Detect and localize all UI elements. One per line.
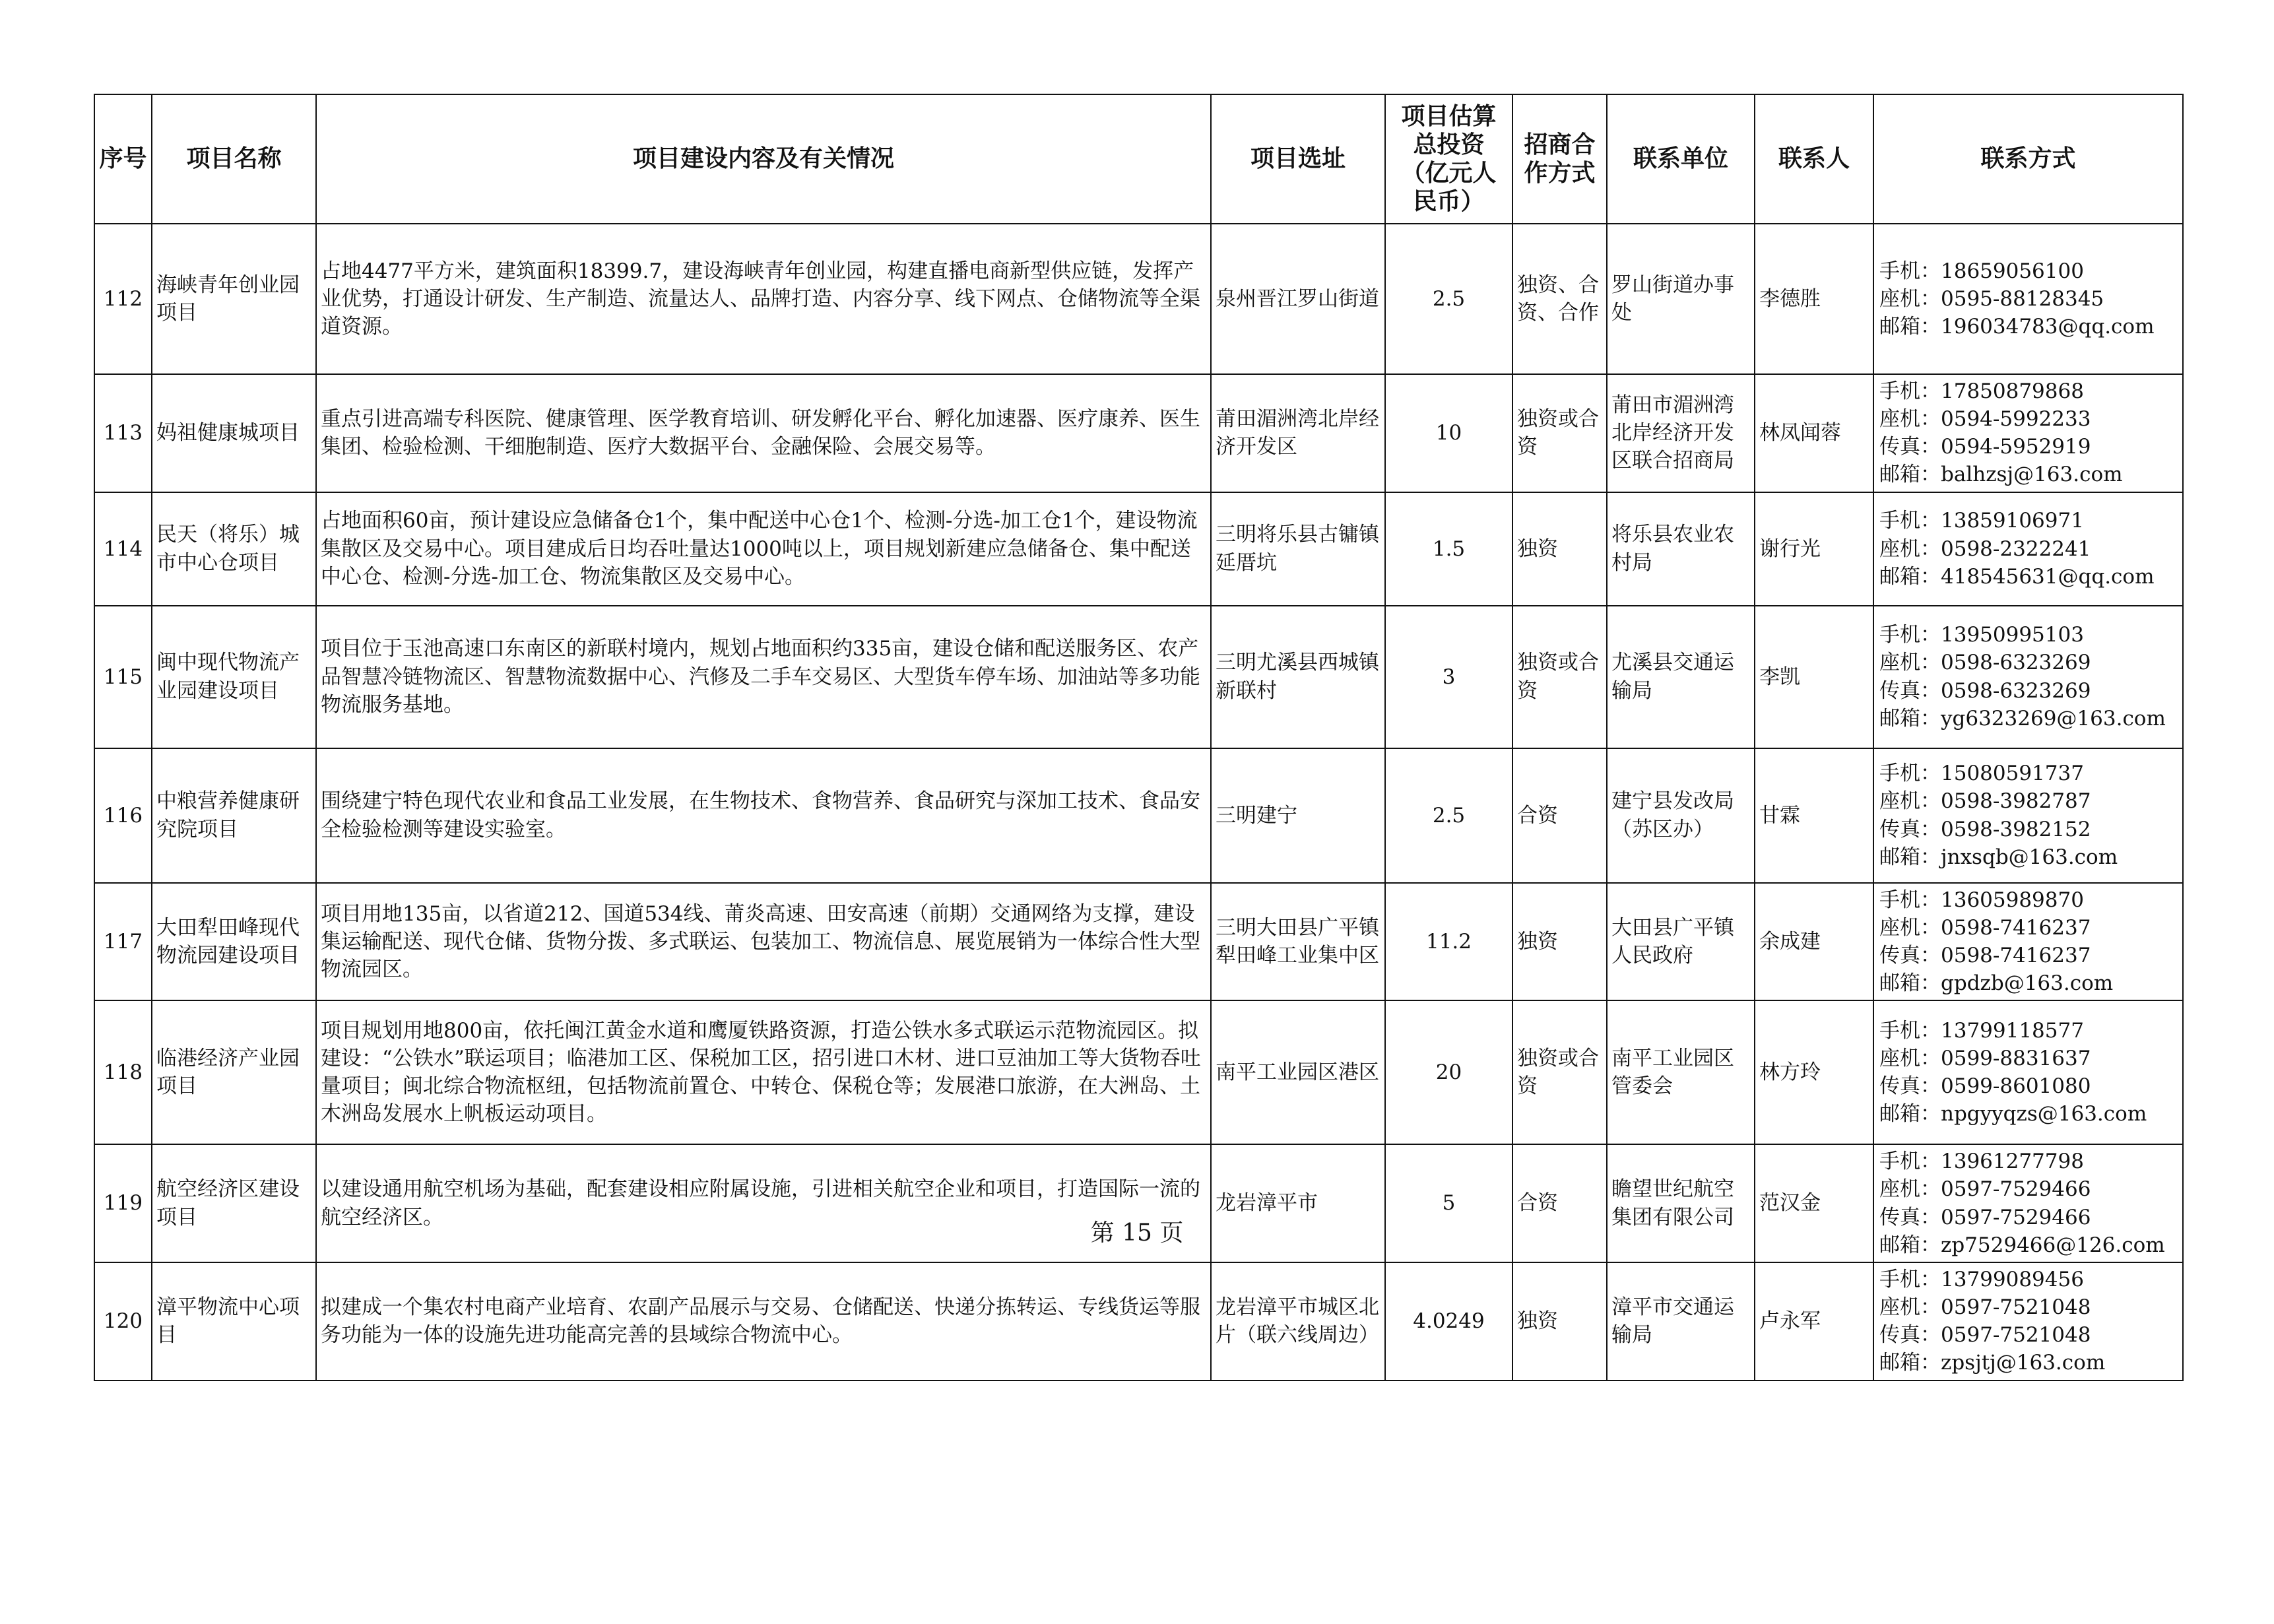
contact-line: 邮箱：jnxsqb@163.com: [1879, 845, 2118, 869]
project-name: 妈祖健康城项目: [152, 374, 316, 492]
contact-person: 甘霖: [1755, 748, 1873, 883]
project-content: 拟建成一个集农村电商产业培育、农副产品展示与交易、仓储配送、快递分拣转运、专线货运等服务功能为一体的设施先进功能高完善的县域综合物流中心。: [316, 1262, 1211, 1380]
cooperation-mode: 独资: [1512, 1262, 1607, 1380]
contact-unit: 漳平市交通运输局: [1607, 1262, 1755, 1380]
cooperation-mode: 独资: [1512, 492, 1607, 606]
cooperation-mode: 独资或合资: [1512, 606, 1607, 748]
project-content: 占地4477平方米，建筑面积18399.7，建设海峡青年创业园，构建直播电商新型供应链，发挥产业优势，打通设计研发、生产制造、流量达人、品牌打造、内容分享、线下网点、仓储物流等全渠道资源。: [316, 224, 1211, 374]
contact-line: 手机：15080591737: [1879, 762, 2084, 786]
project-content: 项目规划用地800亩，依托闽江黄金水道和鹰厦铁路资源，打造公铁水多式联运示范物流园区。拟建设：“公铁水”联运项目；临港加工区、保税加工区，招引进口木材、进口豆油加工等大货物吞吐量项目；闽北综合物流枢纽，包括物流前置仓、中转仓、保税仓等；发展港口旅游，在大洲岛、土木洲岛发展水上帆板运动项目。: [316, 1000, 1211, 1144]
row-number: 116: [94, 748, 152, 883]
contact-line: 手机：13799089456: [1879, 1267, 2084, 1291]
project-content: 以建设通用航空机场为基础，配套建设相应附属设施，引进相关航空企业和项目，打造国际一流的航空经济区。: [316, 1144, 1211, 1262]
header-mode: 招商合作方式: [1512, 94, 1607, 224]
table-row: [94, 748, 2183, 883]
header-unit: 联系单位: [1607, 94, 1755, 224]
project-location: 三明将乐县古镛镇延厝坑: [1211, 492, 1385, 606]
project-investment: 10: [1385, 374, 1512, 492]
contact-line: 传真：0598-6323269: [1879, 678, 2091, 703]
contact-person: 谢行光: [1755, 492, 1873, 606]
contact-unit: 莆田市湄洲湾北岸经济开发区联合招商局: [1607, 374, 1755, 492]
contact-info: [1873, 748, 2183, 883]
header-investment: 项目估算总投资（亿元人民币）: [1385, 94, 1512, 224]
contact-line: 座机：0598-7416237: [1879, 915, 2091, 940]
header-no: 序号: [94, 94, 152, 224]
contact-line: 手机：13950995103: [1879, 623, 2084, 647]
cooperation-mode: 独资或合资: [1512, 374, 1607, 492]
project-name: 临港经济产业园项目: [152, 1000, 316, 1144]
contact-line: 邮箱：196034783@qq.com: [1879, 315, 2155, 339]
contact-person: 李德胜: [1755, 224, 1873, 374]
contact-unit: 瞻望世纪航空集团有限公司: [1607, 1144, 1755, 1262]
contact-unit: 建宁县发改局（苏区办）: [1607, 748, 1755, 883]
contact-unit: 将乐县农业农村局: [1607, 492, 1755, 606]
row-number: 114: [94, 492, 152, 606]
contact-info: [1873, 492, 2183, 606]
project-name: 大田犁田峰现代物流园建设项目: [152, 883, 316, 1001]
project-location: 三明大田县广平镇犁田峰工业集中区: [1211, 883, 1385, 1001]
table-row: [94, 224, 2183, 374]
row-number: 117: [94, 883, 152, 1001]
contact-info: [1873, 883, 2183, 1001]
table-row: [94, 1000, 2183, 1144]
header-name: 项目名称: [152, 94, 316, 224]
contact-line: 座机：0597-7529466: [1879, 1177, 2091, 1202]
cooperation-mode: 独资: [1512, 883, 1607, 1001]
project-name: 闽中现代物流产业园建设项目: [152, 606, 316, 748]
project-table: [94, 94, 2184, 1381]
contact-person: 李凯: [1755, 606, 1873, 748]
project-content: 重点引进高端专科医院、健康管理、医学教育培训、研发孵化平台、孵化加速器、医疗康养、医生集团、检验检测、干细胞制造、医疗大数据平台、金融保险、会展交易等。: [316, 374, 1211, 492]
project-investment: 20: [1385, 1000, 1512, 1144]
contact-person: 卢永军: [1755, 1262, 1873, 1380]
project-name: 民天（将乐）城市中心仓项目: [152, 492, 316, 606]
contact-line: 传真：0597-7529466: [1879, 1205, 2091, 1229]
contact-person: 林凤闻蓉: [1755, 374, 1873, 492]
header-contact: 联系方式: [1873, 94, 2183, 224]
cooperation-mode: 合资: [1512, 1144, 1607, 1262]
project-name: 漳平物流中心项目: [152, 1262, 316, 1380]
project-location: 泉州晋江罗山街道: [1211, 224, 1385, 374]
project-name: 航空经济区建设项目: [152, 1144, 316, 1262]
table-row: [94, 374, 2183, 492]
project-location: 南平工业园区港区: [1211, 1000, 1385, 1144]
contact-line: 邮箱：418545631@qq.com: [1879, 564, 2155, 589]
table-row: [94, 492, 2183, 606]
row-number: 112: [94, 224, 152, 374]
cooperation-mode: 独资、合资、合作: [1512, 224, 1607, 374]
contact-person: 余成建: [1755, 883, 1873, 1001]
contact-info: [1873, 1262, 2183, 1380]
row-number: 119: [94, 1144, 152, 1262]
project-location: 莆田湄洲湾北岸经济开发区: [1211, 374, 1385, 492]
contact-line: 手机：13859106971: [1879, 509, 2084, 533]
contact-unit: 罗山街道办事处: [1607, 224, 1755, 374]
project-content: 项目用地135亩，以省道212、国道534线、莆炎高速、田安高速（前期）交通网络为支撑，建设集运输配送、现代仓储、货物分拨、多式联运、包装加工、物流信息、展览展销为一体综合性大型物流园区。: [316, 883, 1211, 1001]
project-location: 龙岩漳平市城区北片（联六线周边）: [1211, 1262, 1385, 1380]
contact-line: 邮箱：zpsjtj@163.com: [1879, 1351, 2106, 1375]
contact-line: 手机：13799118577: [1879, 1018, 2084, 1043]
contact-line: 传真：0594-5952919: [1879, 435, 2091, 459]
contact-line: 传真：0599-8601080: [1879, 1074, 2091, 1099]
contact-line: 座机：0598-3982787: [1879, 789, 2091, 814]
table-row: [94, 883, 2183, 1001]
contact-line: 座机：0597-7521048: [1879, 1295, 2091, 1320]
contact-info: [1873, 606, 2183, 748]
project-location: 龙岩漳平市: [1211, 1144, 1385, 1262]
contact-person: 范汉金: [1755, 1144, 1873, 1262]
contact-line: 传真：0597-7521048: [1879, 1323, 2091, 1348]
contact-unit: 尤溪县交通运输局: [1607, 606, 1755, 748]
contact-line: 手机：13605989870: [1879, 888, 2084, 912]
contact-line: 邮箱：npgyyqzs@163.com: [1879, 1102, 2147, 1126]
contact-line: 座机：0598-6323269: [1879, 651, 2091, 675]
project-content: 围绕建宁特色现代农业和食品工业发展，在生物技术、食物营养、食品研究与深加工技术、食品安全检验检测等建设实验室。: [316, 748, 1211, 883]
contact-person: 林方玲: [1755, 1000, 1873, 1144]
project-investment: 3: [1385, 606, 1512, 748]
contact-line: 座机：0599-8831637: [1879, 1047, 2091, 1071]
project-investment: 2.5: [1385, 748, 1512, 883]
contact-line: 手机：13961277798: [1879, 1150, 2084, 1174]
row-number: 115: [94, 606, 152, 748]
project-investment: 4.0249: [1385, 1262, 1512, 1380]
header-content: 项目建设内容及有关情况: [316, 94, 1211, 224]
project-name: 海峡青年创业园项目: [152, 224, 316, 374]
project-content: 占地面积60亩，预计建设应急储备仓1个，集中配送中心仓1个、检测-分选-加工仓1个，建设物流集散区及交易中心。项目建成后日均吞吐量达1000吨以上，项目规划新建应急储备仓、集中配送中心仓、检测-分选-加工仓、物流集散区及交易中心。: [316, 492, 1211, 606]
project-investment: 5: [1385, 1144, 1512, 1262]
contact-line: 传真：0598-3982152: [1879, 817, 2091, 841]
contact-line: 座机：0594-5992233: [1879, 407, 2091, 432]
contact-line: 邮箱：zp7529466@126.com: [1879, 1233, 2165, 1257]
contact-line: 传真：0598-7416237: [1879, 943, 2091, 967]
contact-line: 座机：0598-2322241: [1879, 536, 2091, 561]
project-investment: 2.5: [1385, 224, 1512, 374]
contact-line: 邮箱：balhzsj@163.com: [1879, 463, 2123, 487]
project-name: 中粮营养健康研究院项目: [152, 748, 316, 883]
project-investment: 11.2: [1385, 883, 1512, 1001]
header-person: 联系人: [1755, 94, 1873, 224]
cooperation-mode: 合资: [1512, 748, 1607, 883]
table-row: [94, 1262, 2183, 1380]
page-number: 第 15 页: [1090, 1219, 1184, 1247]
contact-info: [1873, 1000, 2183, 1144]
contact-line: 手机：18659056100: [1879, 259, 2084, 283]
contact-line: 手机：17850879868: [1879, 379, 2084, 403]
contact-line: 邮箱：gpdzb@163.com: [1879, 971, 2114, 996]
header-row: [94, 94, 2183, 224]
cooperation-mode: 独资或合资: [1512, 1000, 1607, 1144]
contact-unit: 南平工业园区管委会: [1607, 1000, 1755, 1144]
row-number: 120: [94, 1262, 152, 1380]
contact-info: [1873, 374, 2183, 492]
project-location: 三明尤溪县西城镇新联村: [1211, 606, 1385, 748]
table-row: [94, 606, 2183, 748]
row-number: 113: [94, 374, 152, 492]
contact-line: 座机：0595-88128345: [1879, 286, 2104, 311]
project-content: 项目位于玉池高速口东南区的新联村境内，规划占地面积约335亩，建设仓储和配送服务区、农产品智慧冷链物流区、智慧物流数据中心、汽修及二手车交易区、大型货车停车场、加油站等多功能物流服务基地。: [316, 606, 1211, 748]
table-body: [94, 224, 2183, 1380]
contact-unit: 大田县广平镇人民政府: [1607, 883, 1755, 1001]
project-location: 三明建宁: [1211, 748, 1385, 883]
project-investment: 1.5: [1385, 492, 1512, 606]
row-number: 118: [94, 1000, 152, 1144]
header-location: 项目选址: [1211, 94, 1385, 224]
contact-info: [1873, 224, 2183, 374]
contact-line: 邮箱：yg6323269@163.com: [1879, 706, 2166, 731]
